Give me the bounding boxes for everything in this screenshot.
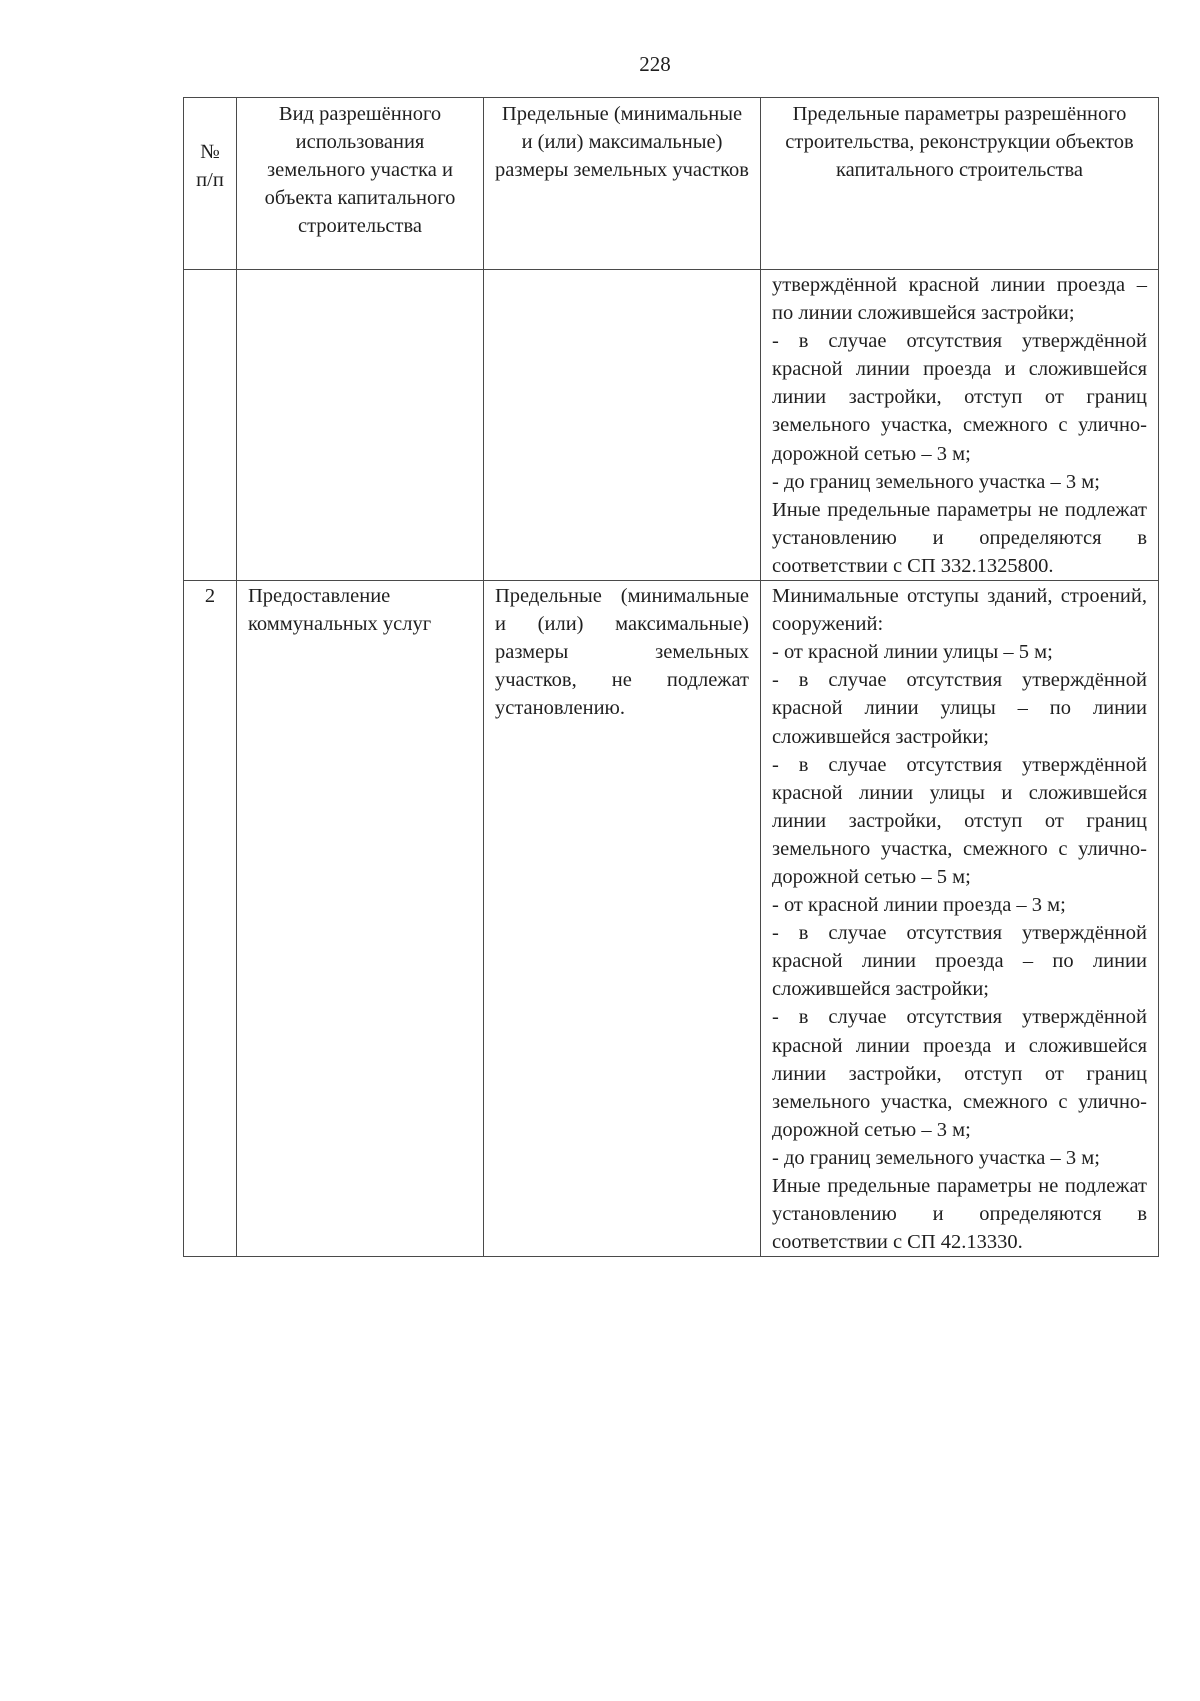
param-item: - до границ земельного участка – 3 м; [772, 1146, 1100, 1169]
row-use-type: Предоставление коммунальных услуг [237, 581, 484, 1257]
row-num: 2 [184, 581, 237, 1257]
header-plot-sizes: Предельные (минимальные и (или) максимальные) размеры земельных участков [484, 98, 761, 270]
param-item: - в случае отсутствия утверждённой красной линии улицы и сложившейся линии застройки, отступ от границ земельного участка, смежного с улично-дорожной сетью – 5 м; [772, 753, 1147, 888]
param-item: - от красной линии улицы – 5 м; [772, 641, 1053, 664]
header-num: № п/п [184, 98, 237, 270]
param-item: - от красной линии проезда – 3 м; [772, 894, 1066, 917]
param-item: утверждённой красной линии проезда – по линии сложившейся застройки; [772, 274, 1147, 325]
row-num [184, 270, 237, 581]
row-use-type [237, 270, 484, 581]
param-item: - в случае отсутствия утверждённой красной линии улицы – по линии сложившейся застройки; [772, 669, 1147, 748]
header-construction-params: Предельные параметры разрешённого строительства, реконструкции объектов капитального строительства [761, 98, 1159, 270]
row-construction-params [761, 270, 1159, 581]
param-item: Иные предельные параметры не подлежат установлению и определяются в соответствии с СП 332.1325800. [772, 498, 1147, 577]
table-row [184, 581, 1159, 1257]
header-use-type: Вид разрешённого использования земельного участка и объекта капитального строительства [237, 98, 484, 270]
param-item: - в случае отсутствия утверждённой красной линии проезда – по линии сложившейся застройки; [772, 922, 1147, 1001]
table-header-row [184, 98, 1159, 270]
row-plot-sizes: Предельные (минимальные и (или) максимальные) размеры земельных участков, не подлежат установлению. [484, 581, 761, 1257]
row-plot-sizes [484, 270, 761, 581]
row-construction-params [761, 581, 1159, 1257]
page-number: 228 [639, 52, 671, 76]
table-row [184, 270, 1159, 581]
param-item: - в случае отсутствия утверждённой красной линии проезда и сложившейся линии застройки, отступ от границ земельного участка, смежного с улично-дорожной сетью – 3 м; [772, 330, 1147, 465]
param-item: - в случае отсутствия утверждённой красной линии проезда и сложившейся линии застройки, отступ от границ земельного участка, смежного с улично-дорожной сетью – 3 м; [772, 1006, 1147, 1141]
param-item: Иные предельные параметры не подлежат установлению и определяются в соответствии с СП 42.13330. [772, 1175, 1147, 1254]
param-item: Минимальные отступы зданий, строений, сооружений: [772, 585, 1147, 636]
regulations-table [183, 97, 1159, 1257]
param-item: - до границ земельного участка – 3 м; [772, 470, 1100, 493]
